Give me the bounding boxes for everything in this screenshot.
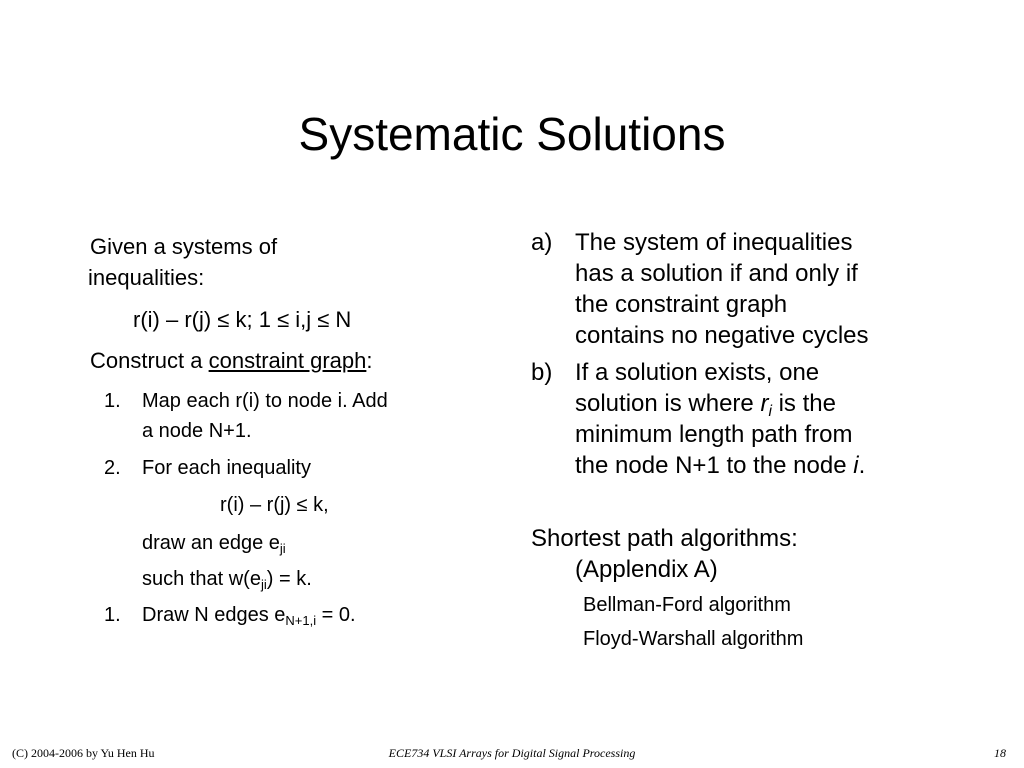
item-b-marker: b) [531,359,553,386]
step-2-draw-edge [142,528,286,558]
item-a-line-3: the constraint graph [575,291,788,318]
item-a-line-1: The system of inequalities [575,229,853,256]
item-a-line-2: has a solution if and only if [575,260,858,287]
construct-line [90,346,373,376]
item-b-line-4 [575,450,865,481]
step-2-marker: 2. [104,457,121,479]
step-3-prefix: Draw N edges e [142,604,286,626]
weight-prefix: such that w(e [142,568,261,590]
construct-suffix: : [366,348,373,373]
inequality-formula: r(i) – r(j) ≤ k; 1 ≤ i,j ≤ N [133,307,352,332]
item-b-line-2 [575,388,836,419]
footer-page-number: 18 [994,746,1006,760]
b-line-2-prefix: solution is where [575,390,761,417]
b-line-4-prefix: the node N+1 to the node [575,452,854,479]
weight-suffix: ) = k. [266,568,312,590]
given-line-1: Given a systems of [90,234,278,259]
step-2-line-1: For each inequality [142,457,311,479]
constraint-graph-term: constraint graph [208,348,367,373]
draw-edge-subscript: ji [279,541,286,557]
b-line-2-suffix: is the [771,390,836,417]
given-line-2: inequalities: [88,265,205,290]
construct-prefix: Construct a [90,348,209,373]
b-line-2-sub: i [768,402,772,420]
weight-subscript: ji [260,577,267,593]
b-line-4-var: i [853,452,859,479]
step-1-line-2: a node N+1. [142,420,252,442]
footer-course: ECE734 VLSI Arrays for Digital Signal Processing [388,746,636,760]
step-3-marker: 1. [104,604,121,626]
algorithm-bellman-ford: Bellman-Ford algorithm [583,594,791,616]
step-3-suffix: = 0. [316,604,356,626]
algorithm-floyd-warshall: Floyd-Warshall algorithm [583,628,804,650]
item-a-line-4: contains no negative cycles [575,322,869,349]
step-1-line-1: Map each r(i) to node i. Add [142,390,388,412]
footer-copyright: (C) 2004-2006 by Yu Hen Hu [12,746,155,760]
shortest-path-line-1: Shortest path algorithms: [531,525,798,552]
step-2-formula: r(i) – r(j) ≤ k, [220,494,329,516]
b-line-4-suffix: . [858,452,866,479]
slide-title: Systematic Solutions [298,108,726,160]
step-3-line [142,600,356,630]
b-line-2-var: r [760,390,769,417]
item-b-line-1: If a solution exists, one [575,359,820,386]
step-3-subscript: N+1,i [285,613,317,629]
shortest-path-line-2: (Applendix A) [575,556,718,583]
draw-edge-text: draw an edge e [142,532,280,554]
item-b-line-3: minimum length path from [575,421,853,448]
item-a-marker: a) [531,229,553,256]
step-1-marker: 1. [104,390,121,412]
step-2-weight [142,564,312,594]
